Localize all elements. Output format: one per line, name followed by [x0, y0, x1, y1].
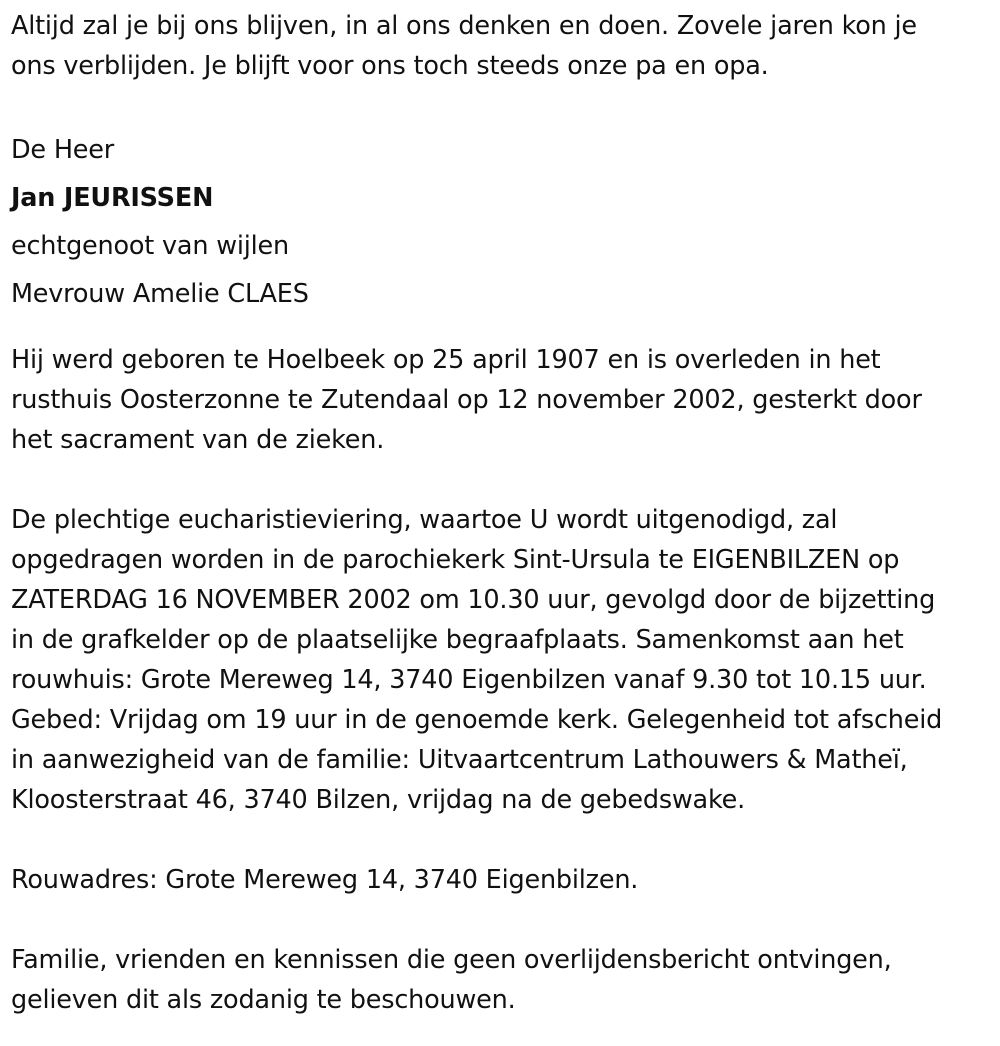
intro-paragraph — [11, 6, 996, 86]
deceased-header — [11, 126, 996, 318]
spacer — [11, 460, 996, 500]
ceremony-line: Gebed: Vrijdag om 19 uur in de genoemde kerk. Gelegenheid tot afscheid — [11, 705, 943, 735]
ceremony-line: De plechtige eucharistieviering, waartoe U wordt uitgenodigd, zal — [11, 505, 838, 535]
birth-death-line: rusthuis Oosterzonne te Zutendaal op 12 november 2002, gesterkt door — [11, 385, 922, 415]
ceremony-paragraph — [11, 500, 996, 820]
spacer — [11, 900, 996, 940]
closing-line: Familie, vrienden en kennissen die geen overlijdensbericht ontvingen, — [11, 945, 892, 975]
closing-line: gelieven dit als zodanig te beschouwen. — [11, 985, 516, 1015]
ceremony-line: in aanwezigheid van de familie: Uitvaartcentrum Lathouwers & Matheï, — [11, 745, 908, 775]
address-paragraph — [11, 860, 996, 900]
spacer — [11, 318, 996, 340]
ceremony-line: rouwhuis: Grote Mereweg 14, 3740 Eigenbilzen vanaf 9.30 tot 10.15 uur. — [11, 665, 927, 695]
ceremony-line: opgedragen worden in de parochiekerk Sint-Ursula te EIGENBILZEN op — [11, 545, 900, 575]
intro-line: ons verblijden. Je blijft voor ons toch steeds onze pa en opa. — [11, 51, 769, 81]
title-prefix: De Heer — [11, 135, 115, 165]
deceased-name: Jan JEURISSEN — [11, 183, 214, 213]
birth-death-line: Hij werd geboren te Hoelbeek op 25 april 1907 en is overleden in het — [11, 345, 881, 375]
spouse-name: Mevrouw Amelie CLAES — [11, 279, 309, 309]
ceremony-line: Kloosterstraat 46, 3740 Bilzen, vrijdag na de gebedswake. — [11, 785, 746, 815]
birth-death-paragraph — [11, 340, 996, 460]
closing-paragraph — [11, 940, 996, 1020]
intro-line: Altijd zal je bij ons blijven, in al ons denken en doen. Zovele jaren kon je — [11, 11, 917, 41]
address-line: Rouwadres: Grote Mereweg 14, 3740 Eigenbilzen. — [11, 865, 639, 895]
birth-death-line: het sacrament van de zieken. — [11, 425, 385, 455]
relation-text: echtgenoot van wijlen — [11, 231, 289, 261]
spacer — [11, 86, 996, 126]
ceremony-line: in de grafkelder op de plaatselijke begraafplaats. Samenkomst aan het — [11, 625, 904, 655]
obituary-document — [11, 6, 996, 1020]
ceremony-line: ZATERDAG 16 NOVEMBER 2002 om 10.30 uur, gevolgd door de bijzetting — [11, 585, 936, 615]
spacer — [11, 820, 996, 860]
